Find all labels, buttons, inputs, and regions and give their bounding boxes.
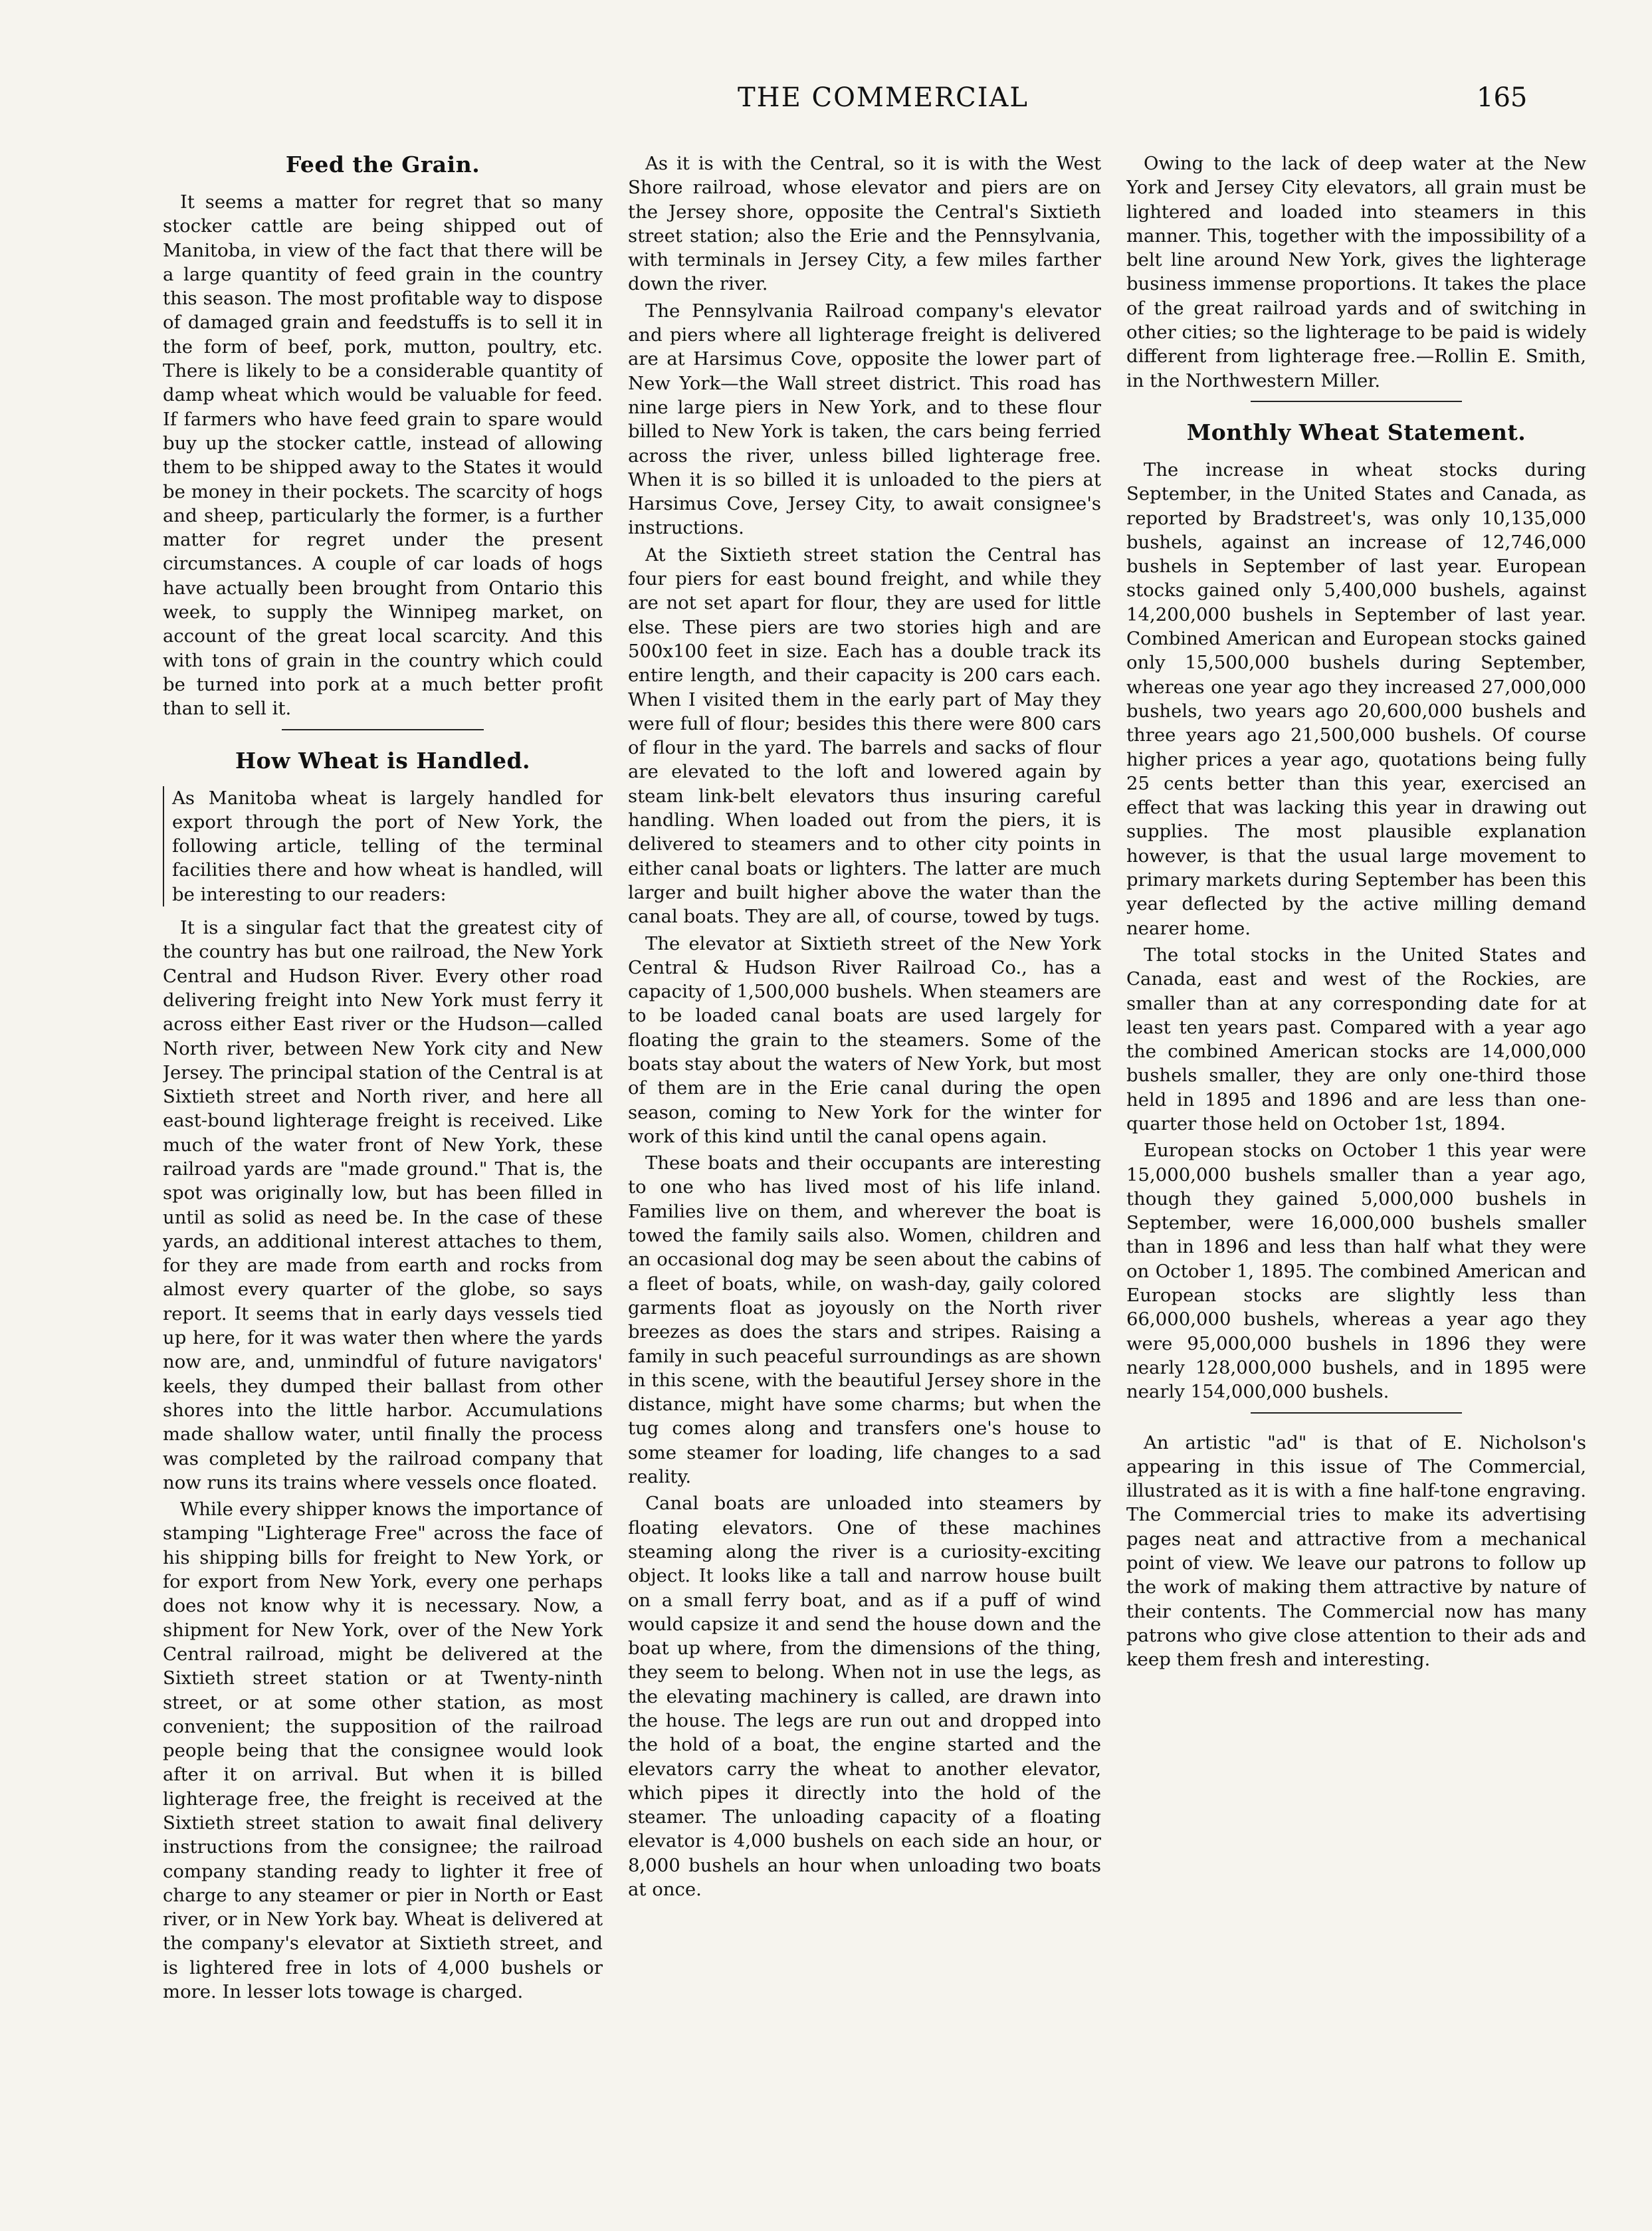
column-3: [1126, 152, 1586, 2185]
headline-feed-the-grain: Feed the Grain.: [285, 152, 480, 177]
wheat-handled-paragraph-2: While every shipper knows the importance of stamping "Lighterage Free" across the face of his shipping bills for freight to New York, or for export from New York, every one perhaps does not know why it is necessary. Now, a shipment for New York, over of the New York Central railroad, might be delivered at the Sixtieth street station or at Twenty-ninth street, or at some other station, as most convenient; the supposition of the railroad people being that the consignee would look after it on arrival. But when it is billed lighterage free, the freight is received at the Sixtieth street station to await final delivery instructions from the consignee; the railroad company standing ready to lighter it free of charge to any steamer or pier in North or East river, or in New York bay. Wheat is delivered at the company's elevator at Sixtieth street, and is lightered free in lots of 4,000 bushels or more. In lesser lots towage is charged.: [163, 1499, 603, 2003]
feed-grain-paragraph: It seems a matter for regret that so many stocker cattle are being shipped out of Manitoba, in view of the fact that there will be a large quantity of feed grain in the country this season. The most profitable way to dispose of damaged grain and feedstuffs is to sell it in the form of beef, pork, mutton, poultry, etc. There is likely to be a considerable quantity of damp wheat which would be valuable for feed. If farmers who have feed grain to spare would buy up the stocker cattle, instead of allowing them to be shipped away to the States it would be money in their pockets. The scarcity of hogs and sheep, particularly the former, is a further matter for regret under the present circumstances. A couple of car loads of hogs have actually been brought from Ontario this week, to supply the Winnipeg market, on account of the great local scarcity. And this with tons of grain in the country which could be turned into pork at a much better profit than to sell it.: [163, 191, 603, 720]
wheat-handled-paragraph-6: The elevator at Sixtieth street of the New York Central & Hudson River Railroad Co., has a capacity of 1,500,000 bushels. When steamers are to be loaded canal boats are used largely for floating the grain to the steamers. Some of the boats stay about the waters of New York, but most of them are in the Erie canal during the open season, coming to New York for the winter for work of this kind until the canal opens again.: [628, 932, 1101, 1147]
intro-paragraph: As Manitoba wheat is largely handled for export through the port of New York, the following article, telling of the terminal facilities there and how wheat is handled, will be interesting to our readers:: [172, 787, 603, 905]
wheat-handled-paragraph-3: As it is with the Central, so it is with the West Shore railroad, whose elevator and piers are on the Jersey shore, opposite the Central's Sixtieth street station; also the Erie and the Pennsylvania, with terminals in Jersey City, a few miles farther down the river.: [628, 153, 1101, 295]
wheat-statement-paragraph-1: The increase in wheat stocks during September, in the United States and Canada, as reported by Bradstreet's, was only 10,135,000 bushels, against an increase of 12,746,000 bushels in September of last year. European stocks gained only 5,400,000 bushels, against 14,200,000 bushels in September of last year. Combined American and European stocks gained only 15,500,000 bushels during September, whereas one year ago they increased 27,000,000 bushels, two years ago 20,600,000 bushels and three years ago 21,500,000 bushels. Of course higher prices a year ago, quotations being fully 25 cents better than this year, exercised an effect that was lacking this year in drawing out supplies. The most plausible explanation however, is that the usual large movement to primary markets during September has been this year deflected by the active milling demand nearer home.: [1126, 459, 1586, 939]
wheat-handled-paragraph-7: These boats and their occupants are interesting to one who has lived most of his life inland. Families live on them, and wherever the boat is towed the family sails also. Women, children and an occasional dog may be seen about the cabins of a fleet of boats, while, on wash-day, gaily colored garments float as joyously on the North river breezes as does the stars and stripes. Raising a family in such peaceful surroundings as are shown in this scene, with the beautiful Jersey shore in the distance, might have some charms; but when the tug comes along and transfers one's house to some steamer for loading, life changes to a sad reality.: [628, 1152, 1101, 1488]
headline-how-wheat-is-handled: How Wheat is Handled.: [235, 747, 531, 774]
wheat-handled-paragraph-8: Canal boats are unloaded into steamers by floating elevators. One of these machines steaming along the river is a curiosity-exciting object. It looks like a tall and narrow house built on a small ferry boat, and as if a puff of wind would capsize it and send the house down and the boat up where, from the dimensions of the thing, they seem to belong. When not in use the legs, as the elevating machinery is called, are drawn into the house. The legs are run out and dropped into the hold of a boat, the engine started and the elevators carry the wheat to another elevator, which pipes it directly into the hold of the steamer. The unloading capacity of a floating elevator is 4,000 bushels on each side an hour, or 8,000 bushels an hour when unloading two boats at once.: [628, 1493, 1101, 1901]
headline-monthly-wheat-statement: Monthly Wheat Statement.: [1186, 419, 1526, 445]
page-number: 165: [1477, 82, 1528, 113]
editor-intro-note: [163, 786, 603, 906]
newspaper-title: THE COMMERCIAL: [738, 82, 1029, 113]
wheat-handled-paragraph-9: Owing to the lack of deep water at the New York and Jersey City elevators, all grain must be lightered and loaded into steamers in this manner. This, together with the impossibility of a belt line around New York, gives the lighterage business immense proportions. It takes the place of the great railroad yards and of switching in other cities; so the lighterage to be paid is widely different from lighterage free.—Rollin E. Smith, in the Northwestern Miller.: [1126, 153, 1586, 391]
advertising-notice-paragraph: An artistic "ad" is that of E. Nicholson's appearing in this issue of The Commercial, illustrated as it is with a fine half-tone engraving. The Commercial tries to make its advertising pages neat and attractive from a mechanical point of view. We leave our patrons to follow up the work of making them attractive by nature of their contents. The Commercial now has many patrons who give close attention to their ads and keep them fresh and interesting.: [1126, 1432, 1586, 1671]
wheat-statement-paragraph-3: European stocks on October 1 this year were 15,000,000 bushels smaller than a year ago, though they gained 5,000,000 bushels in September, were 16,000,000 bushels smaller than in 1896 and less than half what they were on October 1, 1895. The combined American and European stocks are slightly less than 66,000,000 bushels, whereas a year ago they were 95,000,000 bushels in 1896 they were nearly 128,000,000 bushels, and in 1895 were nearly 154,000,000 bushels.: [1126, 1140, 1586, 1403]
divider-rule: [1251, 1412, 1462, 1414]
wheat-handled-paragraph-4: The Pennsylvania Railroad company's elevator and piers where all lighterage freight is delivered are at Harsimus Cove, opposite the lower part of New York—the Wall street district. This road has nine large piers in New York, and to these flour billed to New York is taken, the cars being ferried across the river, unless billed lighterage free. When it is so billed it is unloaded to the piers at Harsimus Cove, Jersey City, to await consignee's instructions.: [628, 300, 1101, 539]
column-1: [163, 152, 603, 2185]
column-2: [628, 152, 1101, 2185]
masthead: [0, 82, 1652, 122]
divider-rule: [282, 729, 484, 730]
wheat-statement-paragraph-2: The total stocks in the United States and Canada, east and west of the Rockies, are smaller than at any corresponding date for at least ten years past. Compared with a year ago the combined American stocks are 14,000,000 bushels smaller, they are only one-third those held in 1895 and 1896 and are less than one-quarter those held on October 1st, 1894.: [1126, 944, 1586, 1134]
wheat-handled-paragraph-5: At the Sixtieth street station the Central has four piers for east bound freight, and while they are not set apart for flour, they are used for little else. These piers are two stories high and are 500x100 feet in size. Each has a double track its entire length, and their capacity is 200 cars each. When I visited them in the early part of May they were full of flour; besides this there were 800 cars of flour in the yard. The barrels and sacks of flour are elevated to the loft and lowered again by steam link-belt elevators thus insuring careful handling. When loaded out from the piers, it is delivered to steamers and to other city points in either canal boats or lighters. The latter are much larger and built higher above the water than the canal boats. They are all, of course, towed by tugs.: [628, 544, 1101, 928]
wheat-handled-paragraph-1: It is a singular fact that the greatest city of the country has but one railroad, the New York Central and Hudson River. Every other road delivering freight into New York must ferry it across either East river or the Hudson—called North river, between New York city and New Jersey. The principal station of the Central is at Sixtieth street and North river, and here all east-bound lighterage freight is received. Like much of the water front of New York, these railroad yards are "made ground." That is, the spot was originally low, but has been filled in until as solid as need be. In the case of these yards, an additional interest attaches to them, for they are made from earth and rocks from almost every quarter of the globe, so says report. It seems that in early days vessels tied up here, for it was water then where the yards now are, and, unmindful of future navigators' keels, they dumped their ballast from other shores into the little harbor. Accumulations made shallow water, until finally the process was completed by the railroad company that now runs its trains where vessels once floated.: [163, 917, 603, 1493]
divider-rule: [1251, 401, 1462, 402]
